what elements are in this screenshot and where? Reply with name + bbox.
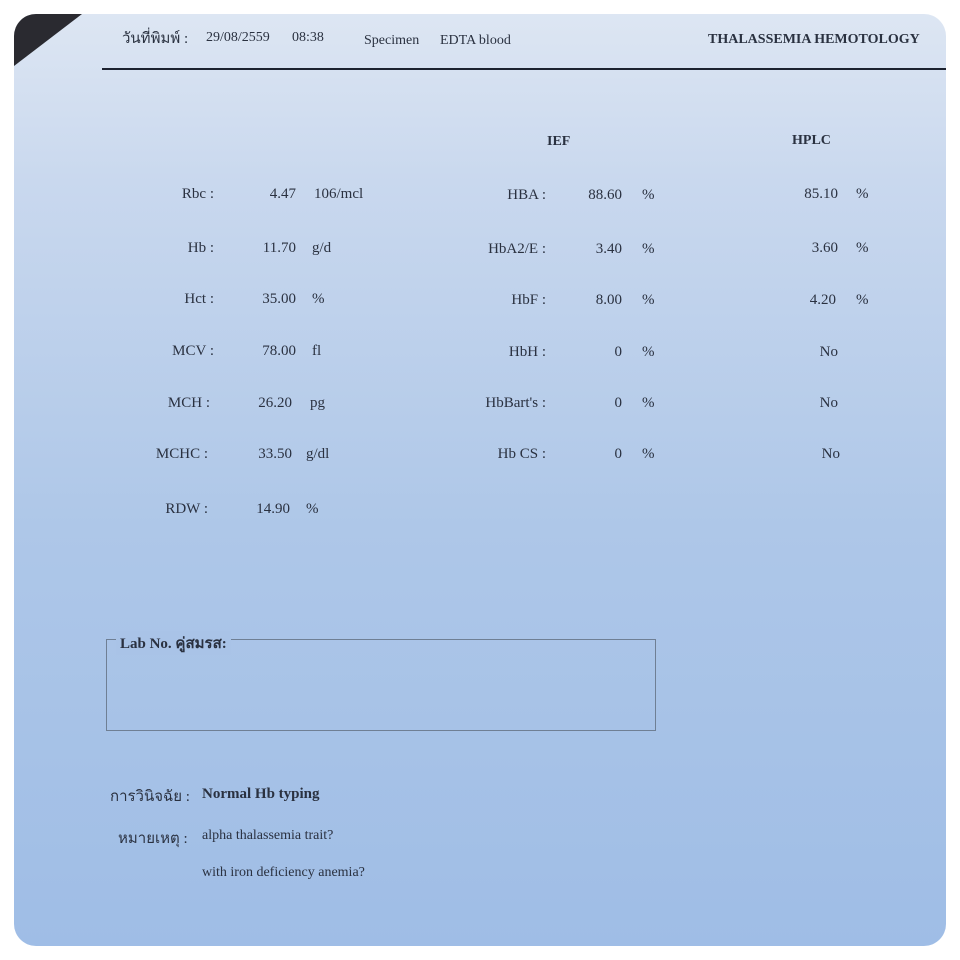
note-line-2: with iron deficiency anemia? — [202, 865, 365, 880]
cbc-label: MCHC : — [155, 446, 208, 462]
print-date-label: วันที่พิมพ์ : — [122, 31, 189, 47]
cbc-label: MCH : — [167, 395, 210, 411]
cbc-label: Rbc : — [181, 186, 214, 202]
cbc-value: 33.50 — [258, 446, 292, 462]
cbc-value: 4.47 — [269, 186, 296, 202]
hb-label: HbH : — [508, 344, 546, 360]
hb-label: Hb CS : — [497, 446, 546, 462]
hplc-unit: % — [856, 186, 869, 202]
document-photo — [14, 14, 946, 946]
hb-label: HbF : — [511, 292, 546, 308]
ief-unit: % — [642, 292, 655, 308]
hplc-value: 3.60 — [811, 240, 838, 256]
ief-value: 88.60 — [588, 187, 622, 203]
cbc-value: 14.90 — [256, 501, 290, 517]
cbc-value: 35.00 — [262, 291, 296, 307]
cbc-unit: g/d — [312, 240, 332, 256]
hplc-value: No — [821, 446, 840, 462]
cbc-unit: g/dl — [306, 446, 330, 462]
hb-label: HBA : — [507, 187, 546, 203]
note-label: หมายเหตุ : — [118, 831, 188, 847]
ief-unit: % — [642, 395, 655, 411]
dark-corner — [14, 14, 82, 66]
cbc-unit: % — [306, 501, 319, 517]
note-line-1: alpha thalassemia trait? — [202, 828, 334, 843]
cbc-label: Hb : — [187, 240, 214, 256]
ief-column-header: IEF — [547, 134, 571, 149]
specimen-value: EDTA blood — [440, 33, 511, 48]
ief-unit: % — [642, 344, 655, 360]
cbc-value: 78.00 — [262, 343, 296, 359]
ief-value: 0 — [614, 395, 622, 411]
hplc-value: 85.10 — [804, 186, 838, 202]
diagnosis-value: Normal Hb typing — [202, 786, 320, 802]
cbc-unit: % — [312, 291, 325, 307]
hplc-value: No — [819, 344, 838, 360]
hplc-value: 4.20 — [809, 292, 836, 308]
lab-no-title: Lab No. คู่สมรส: — [116, 631, 231, 655]
ief-value: 8.00 — [595, 292, 622, 308]
cbc-unit: fl — [312, 343, 322, 359]
specimen-label: Specimen — [364, 33, 420, 48]
print-time: 08:38 — [292, 30, 324, 45]
cbc-unit: 106/mcl — [314, 186, 364, 202]
cbc-unit: pg — [310, 395, 325, 411]
ief-unit: % — [642, 446, 655, 462]
diagnosis-label: การวินิจฉัย : — [110, 789, 190, 805]
ief-value: 0 — [614, 344, 622, 360]
hplc-value: No — [819, 395, 838, 411]
hb-label: HbBart's : — [485, 395, 546, 411]
ief-unit: % — [642, 187, 655, 203]
cbc-value: 11.70 — [262, 240, 296, 256]
hplc-unit: % — [856, 292, 869, 308]
cbc-value: 26.20 — [258, 395, 292, 411]
cbc-label: RDW : — [165, 501, 208, 517]
cbc-label: Hct : — [184, 291, 214, 307]
hplc-unit: % — [856, 240, 869, 256]
ief-value: 0 — [614, 446, 622, 462]
report-title: THALASSEMIA HEMOTOLOGY — [708, 32, 920, 47]
hb-label: HbA2/E : — [488, 241, 546, 257]
cbc-label: MCV : — [172, 343, 214, 359]
hplc-column-header: HPLC — [792, 133, 831, 148]
ief-unit: % — [642, 241, 655, 257]
ief-value: 3.40 — [595, 241, 622, 257]
print-date: 29/08/2559 — [206, 30, 270, 45]
header-rule — [102, 68, 946, 70]
